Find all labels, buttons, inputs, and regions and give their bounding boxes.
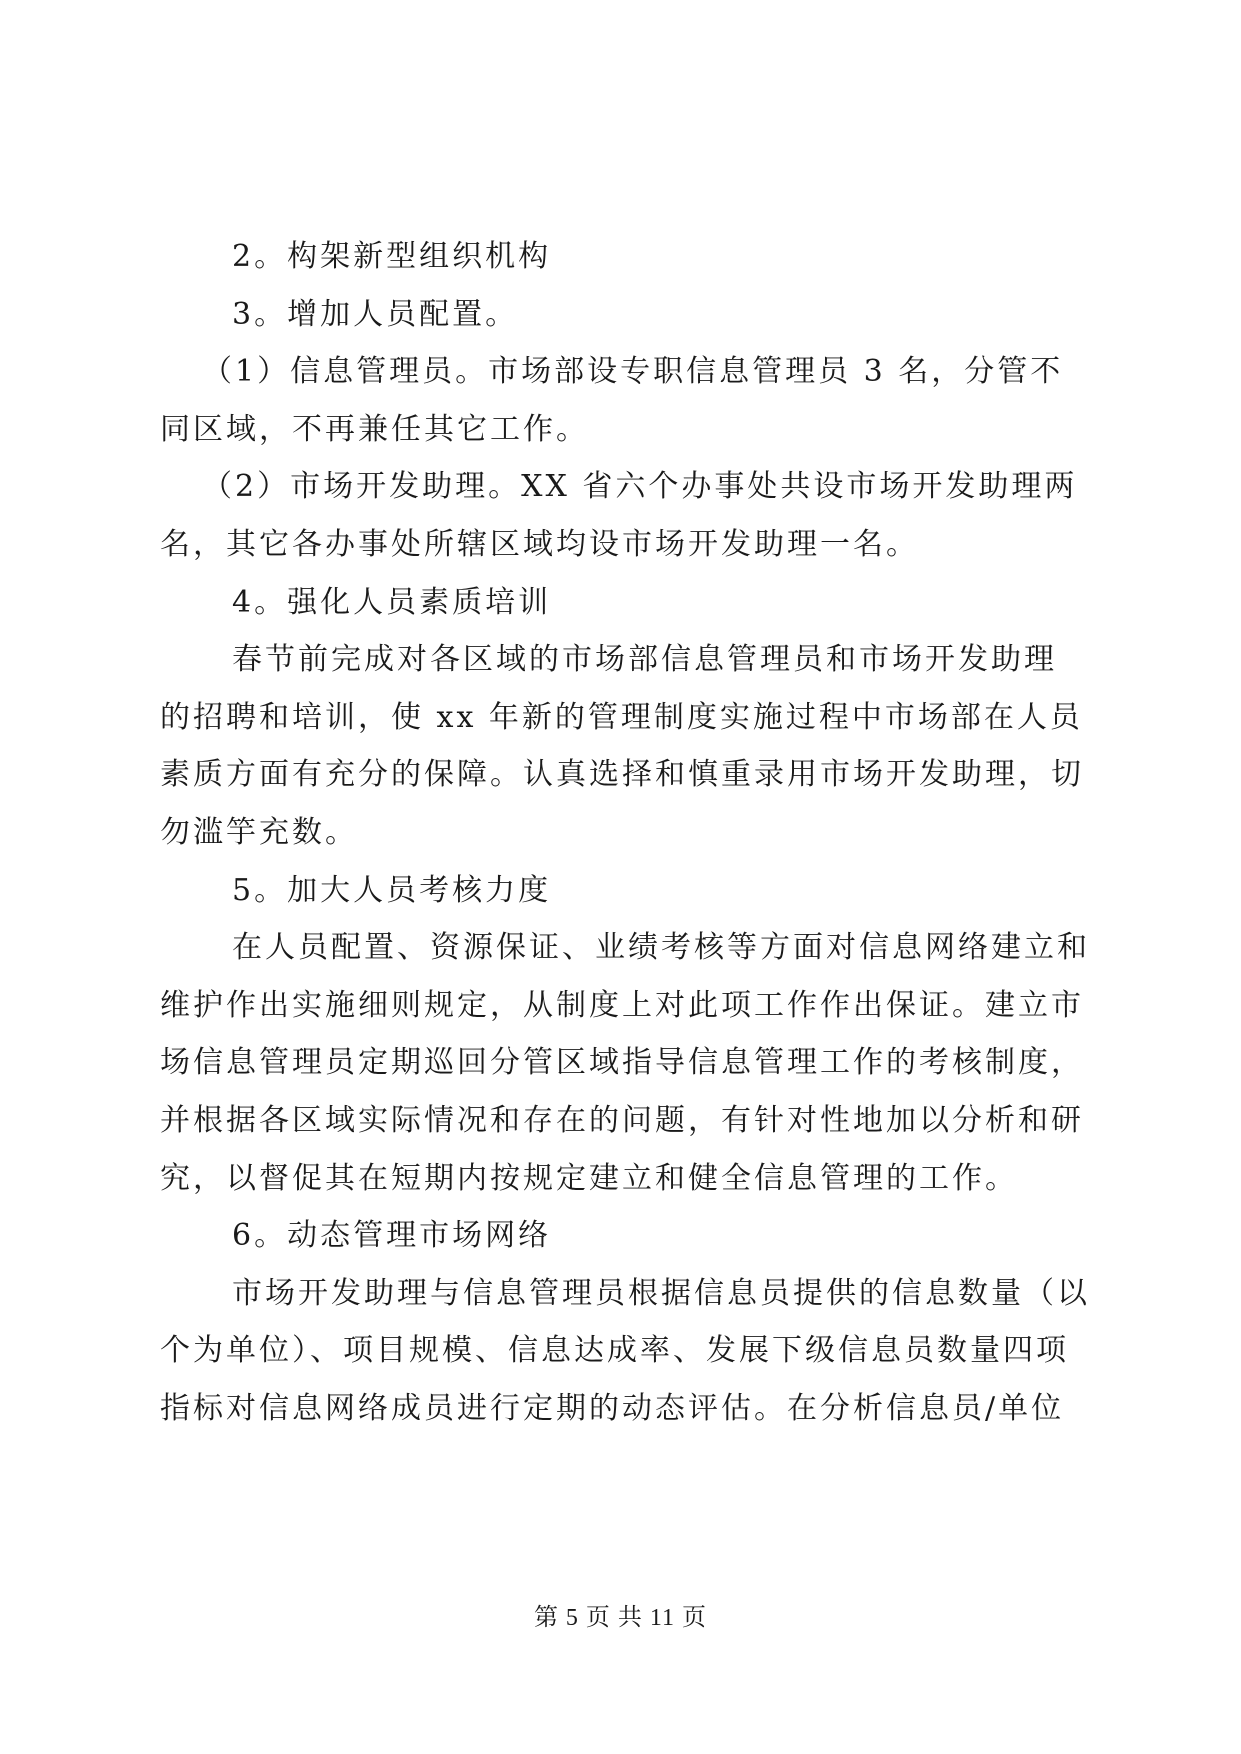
section-heading-4: 4。强化人员素质培训 xyxy=(232,584,552,620)
paragraph-line: 场信息管理员定期巡回分管区域指导信息管理工作的考核制度， xyxy=(160,1045,1084,1081)
paragraph-line: 并根据各区域实际情况和存在的问题，有针对性地加以分析和研 xyxy=(160,1102,1084,1138)
paragraph-line: 的招聘和培训，使 xx 年新的管理制度实施过程中市场部在人员 xyxy=(160,699,1083,735)
section-heading-5: 5。加大人员考核力度 xyxy=(232,872,552,908)
paragraph-line: 维护作出实施细则规定，从制度上对此项工作作出保证。建立市 xyxy=(160,987,1084,1023)
paragraph-line: 同区域，不再兼任其它工作。 xyxy=(160,411,589,447)
paragraph-line: （1）信息管理员。市场部设专职信息管理员 3 名，分管不 xyxy=(202,354,1064,390)
section-heading-2: 2。构架新型组织机构 xyxy=(232,239,552,274)
paragraph-line: （2）市场开发助理。XX 省六个办事处共设市场开发助理两 xyxy=(202,469,1078,505)
paragraph-line: 名，其它各办事处所辖区域均设市场开发助理一名。 xyxy=(160,526,919,562)
paragraph-line: 素质方面有充分的保障。认真选择和慎重录用市场开发助理，切 xyxy=(160,757,1084,793)
page-number-footer: 第 5 页 共 11 页 xyxy=(533,1605,708,1631)
section-heading-6: 6。动态管理市场网络 xyxy=(232,1218,552,1254)
paragraph-line: 究，以督促其在短期内按规定建立和健全信息管理的工作。 xyxy=(160,1160,1018,1196)
paragraph-line: 在人员配置、资源保证、业绩考核等方面对信息网络建立和 xyxy=(232,930,1090,966)
section-heading-3: 3。增加人员配置。 xyxy=(232,296,519,332)
paragraph-line: 春节前完成对各区域的市场部信息管理员和市场开发助理 xyxy=(232,642,1057,678)
paragraph-line: 勿滥竽充数。 xyxy=(160,814,358,850)
paragraph-line: 个为单位）、项目规模、信息达成率、发展下级信息员数量四项 xyxy=(160,1333,1069,1369)
document-body xyxy=(160,228,1090,1437)
paragraph-line: 市场开发助理与信息管理员根据信息员提供的信息数量（以 xyxy=(232,1275,1090,1311)
paragraph-line: 指标对信息网络成员进行定期的动态评估。在分析信息员/单位 xyxy=(160,1390,1065,1426)
